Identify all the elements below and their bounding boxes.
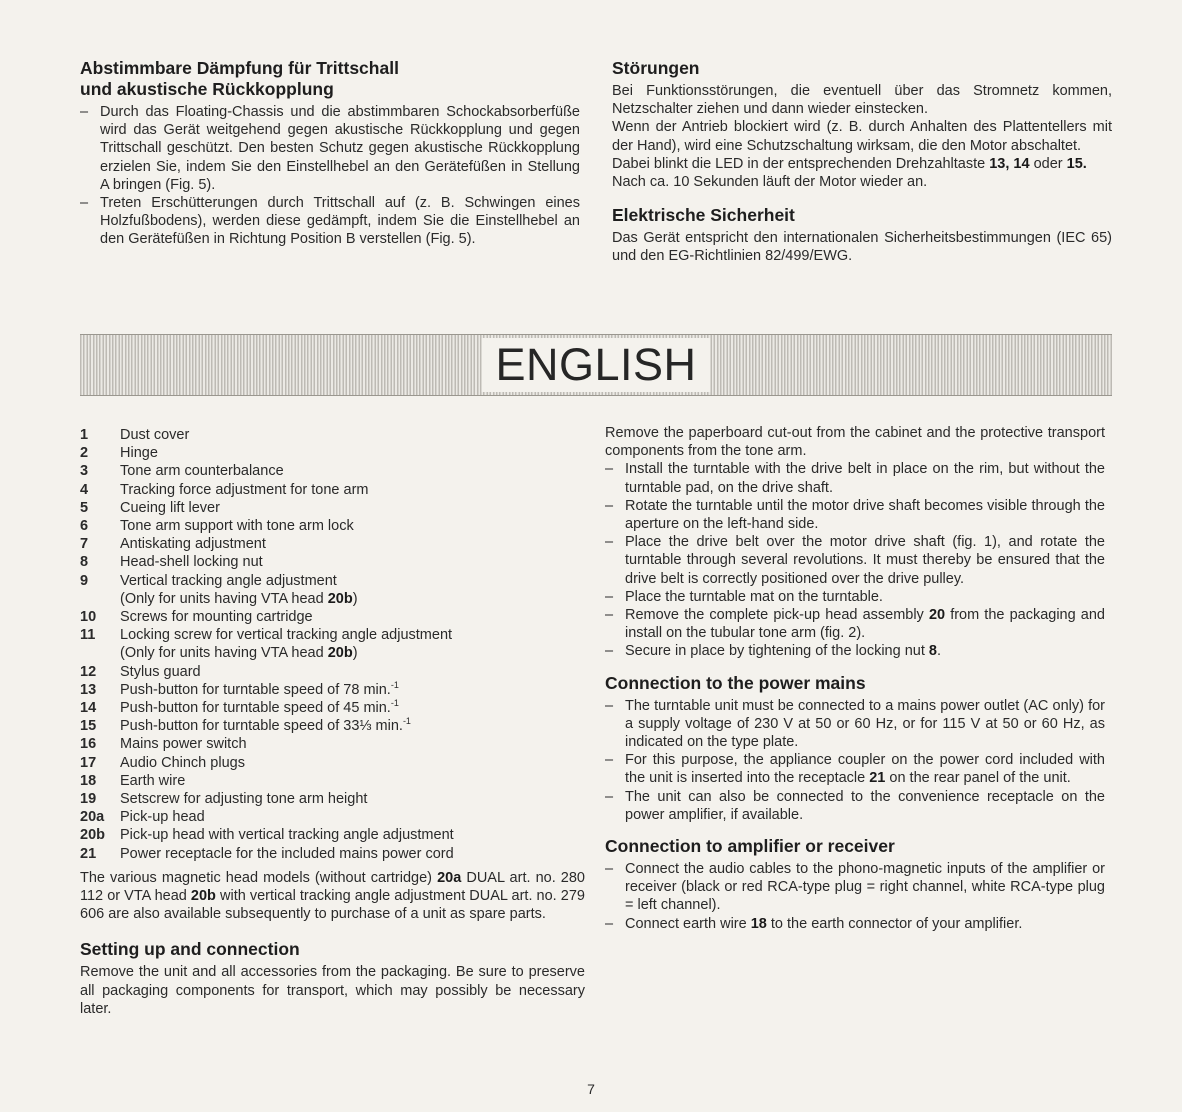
part-text: Pick-up head (120, 809, 205, 826)
faults-p3-end: Nach ca. 10 Sekunden läuft der Motor wieder an. (612, 174, 928, 191)
list-item (80, 772, 585, 790)
vta-note-text: (Only for units having VTA head (120, 645, 328, 662)
list-item (80, 681, 585, 699)
list-item (80, 572, 585, 590)
part-text: Mains power switch (120, 736, 247, 753)
list-item (80, 499, 585, 517)
amplifier-bullet-2 (605, 915, 1105, 933)
faults-heading: Störungen (612, 58, 700, 78)
part-text: Earth wire (120, 772, 186, 789)
safety-text: Das Gerät entspricht den internationalen Sicherheitsbestimmungen (IEC 65) und den EG-Richtlinien 82/499/EWG. (612, 230, 1112, 265)
part-text: Stylus guard (120, 663, 201, 680)
list-item (80, 699, 585, 717)
page-number: 7 (587, 1081, 595, 1097)
setup-step-6-ref: 8 (928, 643, 937, 660)
damping-heading-line2: und akustische Rückkopplung (80, 79, 334, 99)
spare-text-e: with vertical tracking angle adjustment DUAL art. no. 279 606 are also available subsequently to purchase of a unit as spare parts. (80, 888, 585, 923)
german-right-column (612, 58, 1112, 266)
faults-p1: Bei Funktionsstörungen, die eventuell über das Stromnetz kommen, Netzschalter ziehen und dann wieder einstecken. (612, 83, 1112, 118)
power-bullet-2-text: For this purpose, the appliance coupler on the power cord included with the unit is inserted into the receptacle (625, 752, 1105, 787)
setup-step-3: – Place the drive belt over the motor drive shaft (fig. 1), and rotate the turntable through several revolutions. It must thereby be ensured that the drive belt is correctly positioned over the drive pulley. (605, 533, 1105, 588)
list-item (80, 717, 585, 735)
damping-heading-line1: Abstimmbare Dämpfung für Trittschall (80, 58, 399, 78)
part-text: Audio Chinch plugs (120, 754, 245, 771)
part-text: Dust cover (120, 427, 190, 443)
part-text-main: Push-button for turntable speed of 33⅓ min. (120, 718, 403, 735)
part-number: 8 (80, 554, 89, 571)
amplifier-bullet-2-ref: 18 (750, 915, 767, 932)
part-number: 16 (80, 736, 97, 753)
vta-note-close: ) (352, 590, 358, 607)
part-text: Tracking force adjustment for tone arm (120, 481, 369, 498)
power-heading: Connection to the power mains (605, 672, 866, 693)
list-item (80, 553, 585, 571)
vta-note-close: ) (352, 645, 358, 662)
part-text: Power receptacle for the included mains power cord (120, 845, 454, 862)
power-bullet-2-ref: 21 (869, 770, 886, 787)
list-item (80, 426, 585, 444)
part-number: 3 (80, 463, 89, 480)
setup-intro: Remove the paperboard cut-out from the cabinet and the protective transport components from the tone arm. (605, 425, 1105, 460)
unit-exponent: -1 (390, 680, 399, 691)
faults-p3-key15: 15. (1066, 155, 1087, 172)
setup-text: Remove the unit and all accessories from the packaging. Be sure to preserve all packaging components for transport, which may possibly be necessary later. (80, 964, 585, 1017)
setup-step-5-ref: 20 (928, 607, 946, 624)
list-item (80, 790, 585, 808)
part-text-main: Push-button for turntable speed of 45 min. (120, 700, 391, 717)
part-number: 14 (80, 700, 97, 717)
spare-ref-20b: 20b (190, 888, 216, 905)
spare-ref-20a: 20a (437, 869, 462, 886)
vta-note-ref: 20b (327, 590, 353, 607)
amplifier-bullet-2-end: to the earth connector of your amplifier. (766, 915, 1023, 932)
part-number: 20a (80, 809, 105, 826)
setup-step-6 (605, 642, 1105, 660)
setup-step-1: – Install the turntable with the drive belt in place on the rim, but without the turntable pad, on the drive shaft. (605, 460, 1105, 496)
part-number: 4 (80, 481, 89, 498)
list-item (80, 808, 585, 826)
list-item (80, 626, 585, 644)
part-number: 20b (80, 827, 105, 844)
list-item (80, 754, 585, 772)
spare-text-a: The various magnetic head models (without cartridge) (80, 869, 438, 886)
vta-note-ref: 20b (327, 645, 353, 662)
setup-step-4: – Place the turntable mat on the turntable. (605, 588, 1105, 606)
part-text: Cueing lift lever (120, 499, 220, 516)
parts-list (80, 426, 585, 1033)
part-text: Head-shell locking nut (120, 554, 263, 571)
spare-text-c: DUAL art. no. 280 112 or VTA head (80, 869, 586, 905)
part-number: 15 (80, 718, 97, 735)
part-text: Screws for mounting cartridge (120, 609, 313, 626)
unit-exponent: -1 (402, 716, 411, 727)
setup-step-6-end: . (936, 643, 942, 660)
vta-note (80, 590, 585, 608)
list-item (80, 608, 585, 626)
english-right-column (605, 424, 1105, 933)
part-number: 18 (80, 772, 97, 789)
part-number: 9 (80, 572, 89, 589)
list-item (80, 826, 585, 844)
faults-p3-or: oder (1029, 155, 1067, 172)
setup-step-5-end: from the packaging and install on the tubular tone arm (fig. 2). (625, 607, 1105, 642)
unit-exponent: -1 (390, 698, 399, 709)
part-number: 11 (80, 627, 96, 644)
faults-p3-keys: 13, 14 (989, 155, 1030, 172)
part-text: Antiskating adjustment (120, 536, 266, 553)
part-text: Tone arm support with tone arm lock (120, 518, 354, 535)
damping-bullet-1: – Durch das Floating-Chassis und die abstimmbaren Schockabsorberfüße wird das Gerät weitgehend gegen akustische Rückkopplung und gegen Trittschall geschützt. Den besten Schutz gegen akustische Rückkopplung erzielen Sie, indem Sie den Einstellhebel an den Gerätefüßen in Stellung A bringen (Fig. 5). (80, 103, 580, 194)
damping-heading (80, 58, 580, 100)
spare-parts-note (80, 869, 585, 924)
part-text: Tone arm counterbalance (120, 463, 284, 480)
setup-step-6-text: Secure in place by tightening of the locking nut (625, 643, 929, 660)
setup-step-2: – Rotate the turntable until the motor drive shaft becomes visible through the aperture on the left-hand side. (605, 497, 1105, 533)
setup-step-5 (605, 606, 1105, 642)
part-number: 6 (80, 518, 89, 535)
faults-p2: Wenn der Antrieb blockiert wird (z. B. durch Anhalten des Plattentellers mit der Hand), wird eine Schutzschaltung wirksam, die den Motor abschaltet. (612, 119, 1112, 154)
power-bullet-1: – The turntable unit must be connected to a mains power outlet (AC only) for a supply voltage of 230 V at 50 or 60 Hz, or for 115 V at 50 or 60 Hz, as indicated on the type plate. (605, 697, 1105, 752)
part-number: 19 (80, 791, 97, 808)
power-bullet-3: – The unit can also be connected to the convenience receptacle on the power amplifier, if available. (605, 788, 1105, 824)
part-text: Hinge (120, 445, 158, 462)
banner-title: ENGLISH (481, 338, 710, 392)
list-item (80, 481, 585, 499)
amplifier-heading: Connection to amplifier or receiver (605, 836, 895, 857)
part-number: 12 (80, 663, 97, 680)
part-text (120, 717, 585, 735)
amplifier-bullet-1: – Connect the audio cables to the phono-magnetic inputs of the amplifier or receiver (black or red RCA-type plug = right channel, white RCA-type plug = left channel). (605, 860, 1105, 915)
german-left-column (80, 58, 580, 249)
part-number: 1 (80, 427, 89, 443)
part-text (120, 681, 585, 699)
list-item (80, 535, 585, 553)
part-text: Pick-up head with vertical tracking angle adjustment (120, 827, 454, 844)
vta-note (80, 644, 585, 662)
faults-p3-text: Dabei blinkt die LED in der entsprechenden Drehzahltaste (612, 155, 990, 172)
part-number: 5 (80, 499, 89, 516)
part-text: Locking screw for vertical tracking angle adjustment (120, 627, 453, 644)
part-text: Setscrew for adjusting tone arm height (120, 791, 368, 808)
list-item (80, 462, 585, 480)
part-number: 2 (80, 445, 89, 462)
setup-step-5-text: Remove the complete pick-up head assembly (625, 607, 929, 624)
vta-note-text: (Only for units having VTA head (120, 590, 328, 607)
part-text (120, 699, 585, 717)
power-bullet-2 (605, 751, 1105, 787)
list-item (80, 735, 585, 753)
part-number: 13 (80, 681, 97, 698)
part-text-main: Push-button for turntable speed of 78 min. (120, 681, 391, 698)
power-bullet-2-end: on the rear panel of the unit. (885, 770, 1071, 787)
part-number: 21 (80, 845, 97, 862)
faults-p3 (612, 155, 1112, 191)
amplifier-bullet-2-text: Connect earth wire (625, 915, 751, 932)
part-text: Vertical tracking angle adjustment (120, 572, 337, 589)
list-item (80, 663, 585, 681)
part-number: 10 (80, 609, 97, 626)
list-item (80, 444, 585, 462)
safety-heading: Elektrische Sicherheit (612, 205, 795, 226)
part-number: 17 (80, 754, 97, 771)
list-item (80, 845, 585, 863)
list-item (80, 517, 585, 535)
damping-bullet-2: – Treten Erschütterungen durch Trittschall auf (z. B. Schwingen eines Holzfußbodens), werden diese gedämpft, indem Sie die Einstellhebel an den Gerätefüßen in Richtung Position B verstellen (Fig. 5). (80, 194, 580, 249)
part-number: 7 (80, 536, 89, 553)
setup-heading: Setting up and connection (80, 939, 300, 960)
language-banner (80, 334, 1112, 396)
